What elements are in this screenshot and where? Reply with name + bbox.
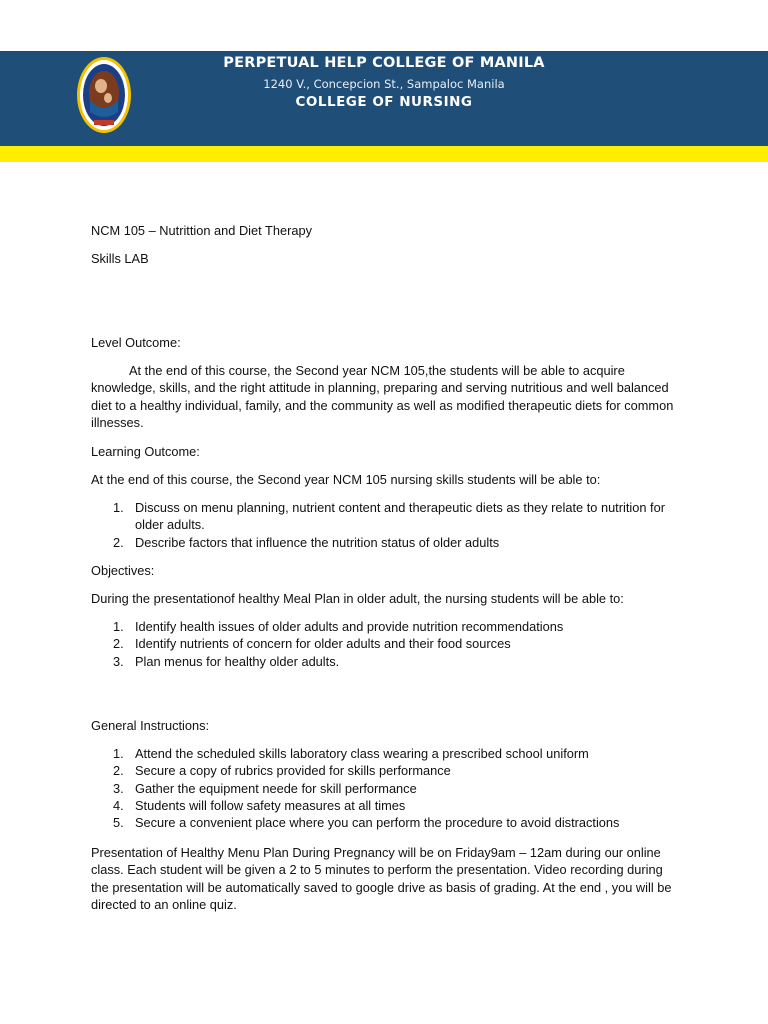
learning-outcomes-list xyxy=(91,499,681,551)
list-item: 2. Describe factors that influence the nutrition status of older adults xyxy=(113,534,500,550)
list-item: 2. Identify nutrients of concern for older adults and their food sources xyxy=(113,636,511,652)
learning-outcome-heading: Learning Outcome: xyxy=(91,444,200,459)
list-item: 2. Secure a copy of rubrics provided for skills performance xyxy=(113,763,451,779)
objectives-intro: During the presentationof healthy Meal Plan in older adult, the nursing students will be able to: xyxy=(91,591,624,606)
level-outcome-heading: Level Outcome: xyxy=(91,335,181,350)
instructions-heading: General Instructions: xyxy=(91,718,210,733)
list-item: 1. Discuss on menu planning, nutrient content and therapeutic diets as they relate to nutrition for older adults. xyxy=(113,500,665,533)
list-item: 1. Attend the scheduled skills laboratory class wearing a prescribed school uniform xyxy=(113,746,589,761)
list-item: 4. Students will follow safety measures at all times xyxy=(113,797,406,813)
list-item: 3. Plan menus for healthy older adults. xyxy=(113,653,340,669)
closing-paragraph: Presentation of Healthy Menu Plan During Pregnancy will be on Friday9am – 12am during our online class. Each student will be given a 2 to 5 minutes to perform the presentation. Video recording during the presentation will be automatically saved to google drive as basis of grading. At the end , you will be directed to an online quiz. xyxy=(91,845,672,912)
level-outcome-text: At the end of this course, the Second year NCM 105,the students will be able to acquire knowledge, skills, and the right attitude in planning, preparing and serving nutritious and well balanced diet to a healthy individual, family, and the community as well as modified therapeutic diets for common illnesses. xyxy=(91,363,674,430)
instructions-list xyxy=(91,745,681,831)
list-item: 5. Secure a convenient place where you can perform the procedure to avoid distractions xyxy=(113,815,620,831)
college-address: 1240 V., Concepcion St., Sampaloc Manila xyxy=(263,77,505,91)
objectives-list xyxy=(91,618,681,670)
objectives-heading: Objectives: xyxy=(91,563,155,578)
learning-outcome-intro: At the end of this course, the Second year NCM 105 nursing skills students will be able to: xyxy=(91,472,601,487)
course-title: NCM 105 – Nutrittion and Diet Therapy xyxy=(91,223,312,238)
document-subtitle: Skills LAB xyxy=(91,251,149,266)
list-item: 1. Identify health issues of older adults and provide nutrition recommendations xyxy=(113,619,564,634)
college-name: PERPETUAL HELP COLLEGE OF MANILA xyxy=(223,55,545,71)
yellow-band xyxy=(0,146,768,162)
list-item: 3. Gather the equipment neede for skill performance xyxy=(113,780,417,796)
department-name: COLLEGE OF NURSING xyxy=(295,94,473,110)
